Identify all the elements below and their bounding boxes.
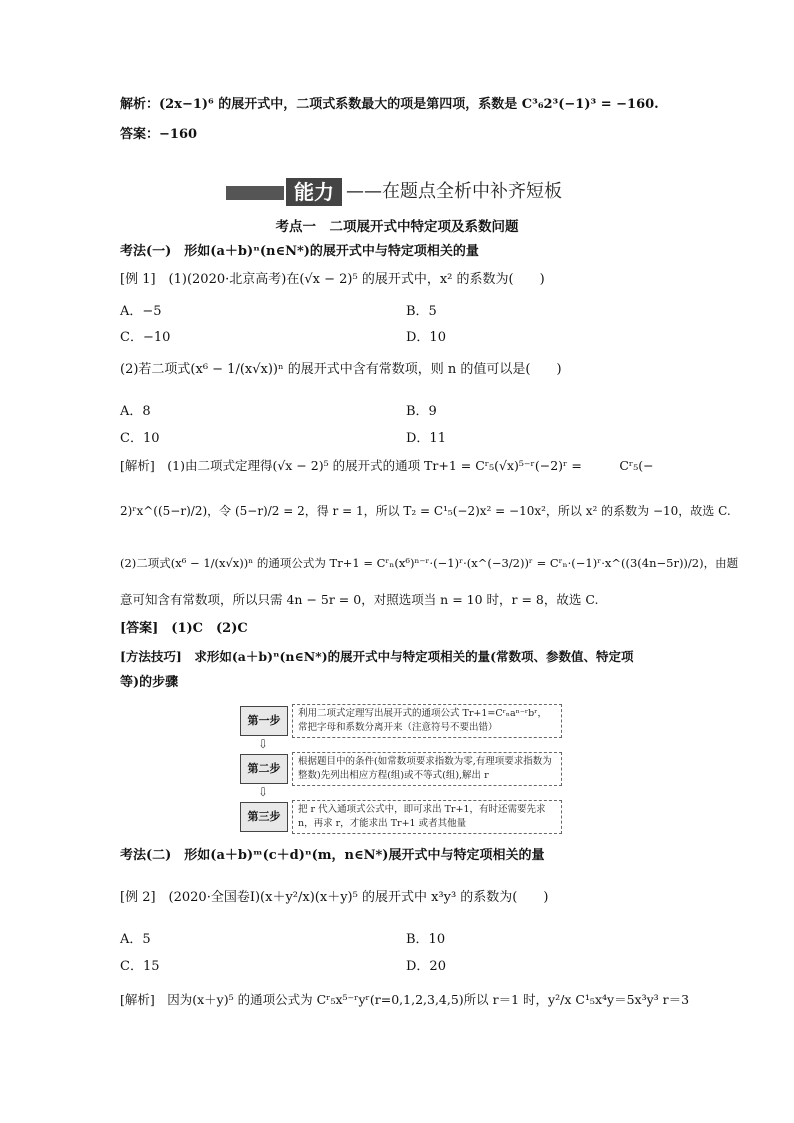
- option-a: A．−5: [120, 304, 162, 319]
- solution-line: [解析] (1)由二项式定理得(√x − 2)⁵ 的展开式的通项 Tr+1 = Cʳ₅(√x)⁵⁻ʳ(−2)ʳ = Cʳ₅(−: [120, 458, 654, 473]
- step-three-label: 第三步: [240, 802, 288, 832]
- banner-bar: [226, 186, 284, 200]
- option-a: A．5: [120, 932, 151, 947]
- solution-line: 2)ʳx^((5−r)/2)，令 (5−r)/2 = 2，得 r = 1，所以 T₂ = C¹₅(−2)x² = −10x²，所以 x² 的系数为 −10，故选 C.: [120, 504, 731, 518]
- example-2: [例 2] (2020·全国卷Ⅰ)(x＋y²/x)(x＋y)⁵ 的展开式中 x³y³ 的系数为( ): [120, 890, 549, 905]
- method-two-heading: 考法(二) 形如(a＋b)ᵐ(c＋d)ⁿ(m，n∈N*)展开式中与特定项相关的量: [120, 848, 545, 863]
- option-d: D．10: [406, 330, 446, 345]
- prev-answer-line: 答案：−160: [120, 127, 198, 142]
- option-d: D．11: [406, 431, 446, 446]
- down-arrow-icon: ⇩: [257, 737, 269, 751]
- option-b: B．9: [406, 404, 437, 419]
- example-1-part-1: [例 1] (1)(2020·北京高考)在(√x − 2)⁵ 的展开式中，x² 的系数为( ): [120, 272, 545, 287]
- step-one-label: 第一步: [240, 706, 288, 736]
- option-c: C．10: [120, 431, 160, 446]
- method-tips-line: 等)的步骤: [120, 675, 179, 690]
- solution-line: [解析] 因为(x＋y)⁵ 的通项公式为 Cʳ₅x⁵⁻ʳyʳ(r=0,1,2,3,4,5)所以 r＝1 时，y²/x C¹₅x⁴y＝5x³y³ r＝3: [120, 992, 690, 1007]
- method-one-heading: 考法(一) 形如(a＋b)ⁿ(n∈N*)的展开式中与特定项相关的量: [120, 244, 479, 259]
- solution-line: 意可知含有常数项，所以只需 4n − 5r = 0，对照选项当 n = 10 时，r = 8，故选 C.: [120, 592, 599, 607]
- banner-title: 能力: [286, 178, 342, 206]
- section-heading: 考点一 二项展开式中特定项及系数问题: [275, 219, 519, 235]
- section-banner: [226, 178, 566, 206]
- solution-line: (2)二项式(x⁶ − 1/(x√x))ⁿ 的通项公式为 Tr+1 = Cʳₙ(x⁶)ⁿ⁻ʳ·(−1)ʳ·(x^(−3/2))ʳ = Cʳₙ·(−1)ʳ·x^((3(4n−5r))/2)，由题: [120, 556, 739, 570]
- example-1-part-2: (2)若二项式(x⁶ − 1/(x√x))ⁿ 的展开式中含有常数项，则 n 的值可以是( ): [120, 362, 562, 377]
- option-c: C．15: [120, 959, 160, 974]
- option-b: B．5: [406, 304, 437, 319]
- steps-flowchart: [240, 704, 556, 832]
- method-tips-line: [方法技巧] 求形如(a＋b)ⁿ(n∈N*)的展开式中与特定项相关的量(常数项、参数值、特定项: [120, 649, 634, 664]
- step-two-label: 第二步: [240, 754, 288, 784]
- step-one-text: 利用二项式定理写出展开式的通项公式 Tr+1=Cʳₙaⁿ⁻ʳbʳ，常把字母和系数分离开来（注意符号不要出错）: [292, 704, 562, 738]
- answer-line: [答案] (1)C (2)C: [120, 621, 248, 636]
- step-two-text: 根据题目中的条件(如常数项要求指数为零,有理项要求指数为整数)先列出相应方程(组)或不等式(组),解出 r: [292, 752, 562, 786]
- option-c: C．−10: [120, 330, 171, 345]
- down-arrow-icon: ⇩: [257, 785, 269, 799]
- option-b: B．10: [406, 932, 446, 947]
- step-three-text: 把 r 代入通项式公式中，即可求出 Tr+1，有时还需要先求 n，再求 r，才能求出 Tr+1 或者其他量: [292, 800, 562, 834]
- option-a: A．8: [120, 404, 151, 419]
- option-d: D．20: [406, 959, 446, 974]
- prev-analysis-line: 解析：(2x−1)⁶ 的展开式中，二项式系数最大的项是第四项，系数是 C³₆2³(−1)³ = −160.: [120, 97, 659, 112]
- banner-subtitle: ——在题点全析中补齐短板: [346, 181, 562, 202]
